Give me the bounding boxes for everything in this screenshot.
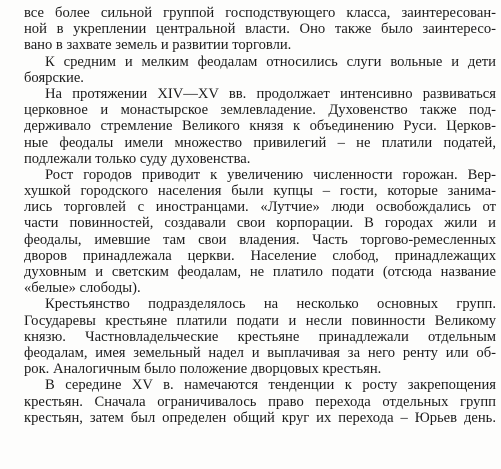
text-line: Крестьянство подразделялось на несколько основных групп. (45, 296, 496, 313)
paragraph-5 (24, 296, 496, 377)
paragraph-6 (24, 377, 496, 426)
text-line: лись торговлей с иностранцами. «Лутчие» люди освобождались от (24, 199, 496, 216)
text-line: держивало стремление Великого князя к объединению Руси. Церков- (24, 118, 496, 135)
text-line: «белые» слободы). (24, 280, 141, 297)
text-line: дворов принадлежала церкви. Население слобод, принадлежащих (24, 247, 496, 264)
text-line: все более сильной группой господствующего класса, заинтересован- (24, 5, 496, 21)
text-line: рок. Аналогичным было положение дворцовых крестьян. (24, 361, 382, 378)
text-line: ные феодалы имели множество привилегий – не платили податей, (24, 134, 496, 151)
text-line: подлежали только суду духовенства. (24, 150, 251, 167)
text-line: церковное и монастырское землевладение. Духовенство также под- (24, 102, 496, 119)
text-line: крестьян. Сначала ограничивалось право перехода отдельных групп (24, 393, 496, 410)
paragraph-4 (24, 167, 496, 297)
text-line: В середине XV в. намечаются тенденции к росту закрепощения (45, 377, 496, 394)
text-line: Государевы крестьяне платили подати и несли повинности Великому (24, 312, 496, 329)
text-line: крестьян, затем был определен общий круг их перехода – Юрьев день. (24, 409, 496, 426)
paragraph-3 (24, 86, 496, 167)
text-line: духовным и светским феодалам, не платило подати (отсюда название (24, 264, 496, 280)
text-line: боярские. (24, 69, 84, 86)
paragraph-2 (24, 54, 496, 86)
text-line: князю. Частновладельческие крестьяне принадлежали отдельным (24, 328, 496, 345)
text-line: К средним и мелким феодалам относились слуги вольные и дети (45, 53, 496, 70)
text-line: На протяжении XIV—XV вв. продолжает интенсивно развиваться (45, 85, 496, 102)
text-line: хушкой городского населения были купцы – гости, которые занима- (24, 183, 496, 200)
text-line: ной в укреплении центральной власти. Оно также было заинтересо- (24, 21, 496, 38)
text-line: Рост городов приводит к увеличению численности горожан. Вер- (45, 166, 496, 183)
text-line: феодалы, имевшие там свои владения. Часть торгово-ремесленных (24, 231, 496, 248)
text-line: части повинностей, создавали свои корпорации. В городах жили и (24, 215, 496, 232)
paragraph-1 (24, 5, 496, 54)
text-line: вано в захвате земель и развитии торговли. (24, 37, 292, 54)
document-text (24, 5, 496, 426)
text-line: феодалам, имея земельный надел и выплачивая за него ренту или об- (24, 344, 496, 361)
